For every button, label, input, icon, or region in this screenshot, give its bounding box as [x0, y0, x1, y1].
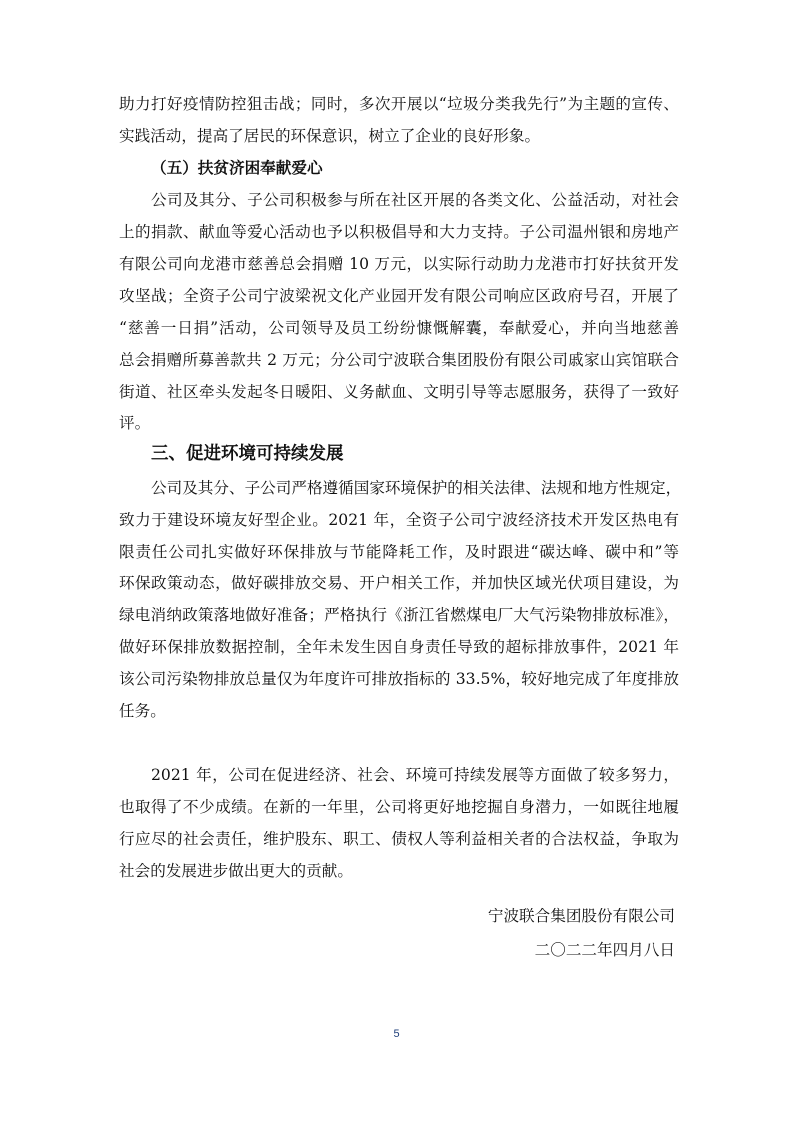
- body-text-line: “慈善一日捐”活动，公司领导及员工纷纷慷慨解囊，奉献爱心，并向当地慈善: [119, 319, 679, 337]
- page-number: 5: [393, 1028, 400, 1040]
- body-text-line: 评。: [119, 414, 151, 432]
- body-text-line: 绿电消纳政策落地做好准备；严格执行《浙江省燃煤电厂大气污染物排放标准》，: [119, 606, 679, 624]
- signature-company: 宁波联合集团股份有限公司: [487, 907, 675, 925]
- body-text-line: 有限公司向龙港市慈善总会捐赠 10 万元，以实际行动助力龙港市打好扶贫开发: [119, 255, 679, 273]
- body-text-line: 致力于建设环境友好型企业。2021 年，全资子公司宁波经济技术开发区热电有: [119, 511, 679, 529]
- signature-date: 二〇二二年四月八日: [534, 941, 675, 959]
- body-text-line: 2021 年，公司在促进经济、社会、环境可持续发展等方面做了较多努力，: [151, 766, 679, 784]
- body-text-line: 任务。: [119, 702, 166, 720]
- body-text-line: 总会捐赠所募善款共 2 万元；分公司宁波联合集团股份有限公司戚家山宾馆联合: [119, 351, 679, 369]
- body-text-line: 该公司污染物排放总量仅为年度许可排放指标的 33.5%，较好地完成了年度排放: [119, 670, 679, 688]
- body-text-line: 社会的发展进步做出更大的贡献。: [119, 862, 353, 880]
- body-text-line: 公司及其分、子公司积极参与所在社区开展的各类文化、公益活动，对社会: [151, 191, 679, 209]
- body-text-line: 上的捐款、献血等爱心活动也予以积极倡导和大力支持。子公司温州银和房地产: [119, 223, 679, 241]
- body-text-line: 街道、社区牵头发起冬日暖阳、义务献血、文明引导等志愿服务，获得了一致好: [119, 383, 679, 401]
- body-text-line: 攻坚战；全资子公司宁波梁祝文化产业园开发有限公司响应区政府号召，开展了: [119, 287, 679, 305]
- section-heading: 三、促进环境可持续发展: [151, 444, 344, 464]
- body-text-line: 环保政策动态，做好碳排放交易、开户相关工作，并加快区域光伏项目建设，为: [119, 574, 679, 592]
- body-text-line: 助力打好疫情防控狙击战；同时，多次开展以“垃圾分类我先行”为主题的宣传、: [119, 95, 679, 113]
- body-text-line: 也取得了不少成绩。在新的一年里，公司将更好地挖掘自身潜力，一如既往地履: [119, 798, 679, 816]
- section-heading: （五）扶贫济困奉献爱心: [151, 158, 323, 177]
- body-text-line: 行应尽的社会责任，维护股东、职工、债权人等利益相关者的合法权益，争取为: [119, 830, 679, 848]
- body-text-line: 实践活动，提高了居民的环保意识，树立了企业的良好形象。: [119, 127, 541, 145]
- body-text-line: 限责任公司扎实做好环保排放与节能降耗工作，及时跟进“碳达峰、碳中和”等: [119, 543, 679, 561]
- body-text-line: 公司及其分、子公司严格遵循国家环境保护的相关法律、法规和地方性规定，: [151, 479, 682, 497]
- body-text-line: 做好环保排放数据控制，全年未发生因自身责任导致的超标排放事件，2021 年: [119, 638, 679, 656]
